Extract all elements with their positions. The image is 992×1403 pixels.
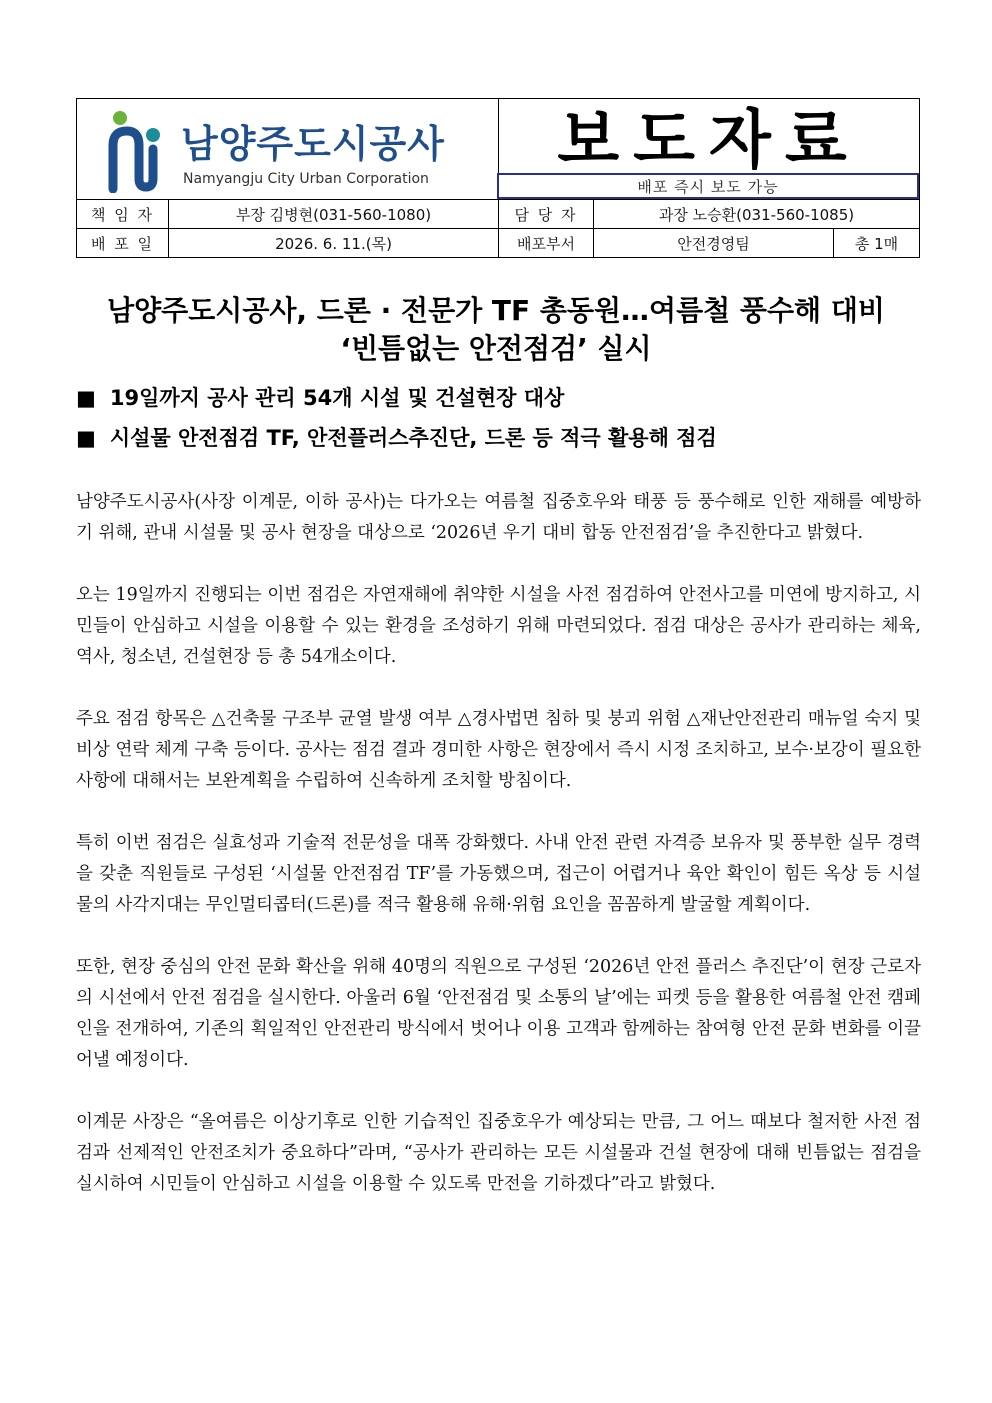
value-responsible: 부장 김병현(031-560-1080) — [169, 200, 499, 229]
headline-line-2: ‘빈틈없는 안전점검’ 실시 — [340, 332, 652, 365]
doc-type-title: 보도자료 — [557, 104, 861, 178]
logo-cell — [77, 99, 499, 200]
body-paragraph: 또한, 현장 중심의 안전 문화 확산을 위해 40명의 직원으로 구성된 ‘2026년 안전 플러스 추진단’이 현장 근로자의 시선에서 안전 점검을 실시한다. 아울러 6월 ‘안전점검 및 소통의 날’에는 피켓 등을 활용한 여름철 안전 캠페인을 전개하여, 기존의 획일적인 안전관리 방식에서 벗어나 이용 고객과 함께하는 참여형 안전 문화 변화를 이끌어낼 예정이다. — [76, 957, 921, 1070]
value-department: 안전경영팀 — [594, 229, 834, 258]
label-staff: 담 당 자 — [499, 200, 594, 229]
summary-bullets — [76, 378, 936, 458]
square-bullet-icon: ■ — [76, 386, 96, 410]
headline — [60, 292, 932, 368]
body-paragraph: 남양주도시공사(사장 이계문, 이하 공사)는 다가오는 여름철 집중호우와 태풍 등 풍수해로 인한 재해를 예방하기 위해, 관내 시설물 및 공사 현장을 대상으로 ‘2026년 우기 대비 합동 안전점검’을 추진한다고 밝혔다. — [76, 492, 921, 543]
org-name-en: Namyangju City Urban Corporation — [183, 171, 429, 187]
headline-line-1: 남양주도시공사, 드론 · 전문가 TF 총동원…여름철 풍수해 대비 — [107, 294, 885, 327]
info-row-contact — [77, 200, 920, 229]
summary-bullet — [76, 418, 936, 458]
square-bullet-icon: ■ — [76, 426, 96, 450]
label-release-date: 배 포 일 — [77, 229, 169, 258]
body-paragraph: 오는 19일까지 진행되는 이번 점검은 자연재해에 취약한 시설을 사전 점검하여 안전사고를 미연에 방지하고, 시민들이 안심하고 시설을 이용할 수 있는 환경을 조성하기 위해 마련되었다. 점검 대상은 공사가 관리하는 체육, 역사, 청소년, 건설현장 등 총 54개소이다. — [76, 585, 921, 667]
summary-bullet-text: 19일까지 공사 관리 54개 시설 및 건설현장 대상 — [109, 386, 565, 410]
value-page-count: 총 1매 — [834, 229, 920, 258]
body-paragraph: 이계문 사장은 “올여름은 이상기후로 인한 기습적인 집중호우가 예상되는 만큼, 그 어느 때보다 철저한 사전 점검과 선제적인 안전조치가 중요하다”라며, “공사가 관리하는 모든 시설물과 건설 현장에 대해 빈틈없는 점검을 실시하여 시민들이 안심하고 시설을 이용할 수 있도록 만전을 기하겠다”라고 밝혔다. — [76, 1112, 921, 1194]
value-staff: 과장 노승환(031-560-1085) — [594, 200, 920, 229]
info-row-release — [77, 229, 920, 258]
summary-bullet-text: 시설물 안전점검 TF, 안전플러스추진단, 드론 등 적극 활용해 점검 — [109, 426, 717, 450]
header-table — [76, 98, 920, 258]
release-note: 배포 즉시 보도 가능 — [497, 173, 919, 199]
label-responsible: 책 임 자 — [77, 200, 169, 229]
body-paragraph: 주요 점검 항목은 △건축물 구조부 균열 발생 여부 △경사법면 침하 및 붕괴 위험 △재난안전관리 매뉴얼 숙지 및 비상 연락 체계 구축 등이다. 공사는 점검 결과 경미한 사항은 현장에서 즉시 시정 조치하고, 보수·보강이 필요한 사항에 대해서는 보완계획을 수립하여 신속하게 조치할 방침이다. — [76, 709, 921, 791]
corporation-logo-icon — [105, 109, 167, 193]
org-name-ko: 남양주도시공사 — [181, 122, 445, 166]
value-release-date: 2026. 6. 11.(목) — [169, 229, 499, 258]
press-cell — [499, 99, 920, 200]
article-body — [76, 487, 921, 1231]
body-paragraph: 특히 이번 점검은 실효성과 기술적 전문성을 대폭 강화했다. 사내 안전 관련 자격증 보유자 및 풍부한 실무 경력을 갖춘 직원들로 구성된 ‘시설물 안전점검 TF’를 가동했으며, 접근이 어렵거나 육안 확인이 힘든 옥상 등 시설물의 사각지대는 무인멀티콥터(드론)를 적극 활용해 유해·위험 요인을 꼼꼼하게 발굴할 계획이다. — [76, 833, 921, 915]
label-department: 배포부서 — [499, 229, 594, 258]
summary-bullet — [76, 378, 936, 418]
